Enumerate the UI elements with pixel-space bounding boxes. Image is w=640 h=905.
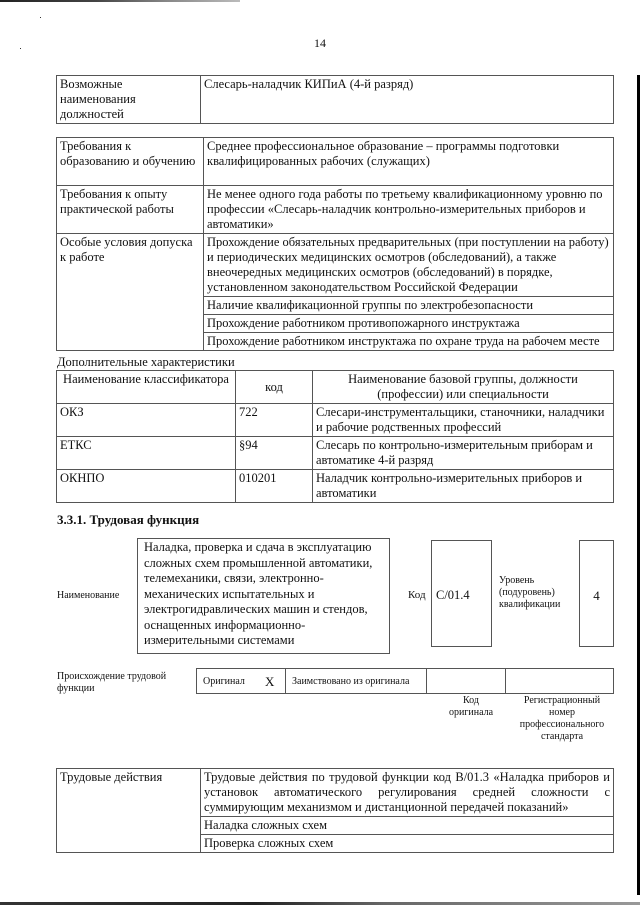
labor-action-item: Наладка сложных схем: [201, 817, 614, 835]
classifier-cell: ОКЗ: [57, 404, 236, 437]
additional-table: [56, 370, 614, 503]
origin-reg-number-value: [506, 669, 614, 694]
labor-actions-label: Трудовые действия: [57, 769, 201, 853]
function-code-value: C/01.4: [431, 540, 492, 647]
requirements-table: [56, 137, 614, 351]
origin-reg-number-caption: Регистрационный номер профессионального стандарта: [519, 695, 605, 742]
special-condition-safety: Прохождение работником инструктажа по охране труда на рабочем месте: [204, 333, 614, 351]
section-title: 3.3.1. Трудовая функция: [57, 512, 200, 527]
special-conditions-label: Особые условия допуска к работе: [57, 234, 204, 351]
code-cell: §94: [236, 437, 313, 470]
header-classifier: Наименование классификатора: [57, 371, 236, 404]
header-code: код: [236, 371, 313, 404]
table-row: [57, 470, 614, 503]
group-name-cell: Слесари-инструментальщики, станочники, наладчики и рабочие родственных профессий: [313, 404, 614, 437]
table-header-row: [57, 371, 614, 404]
labor-action-item: Проверка сложных схем: [201, 835, 614, 853]
origin-code-value: [427, 669, 506, 694]
special-condition-medical: Прохождение обязательных предварительных (при поступлении на работу) и периодических медицинских осмотров (обследований), а также внеочередных медицинских осмотров (обследований) в порядке, установленном законодательством Российской Федерации: [204, 234, 614, 297]
classifier-cell: ЕТКС: [57, 437, 236, 470]
origin-code-caption: Код оригинала: [448, 695, 494, 718]
scan-edge-top: [0, 0, 240, 2]
group-name-cell: Наладчик контрольно-измерительных приборов и автоматики: [313, 470, 614, 503]
experience-value: Не менее одного года работы по третьему квалификационному уровню по профессии «Слесарь-наладчик контрольно-измерительных приборов и автоматики»: [204, 186, 614, 234]
labor-actions-table: [56, 768, 614, 853]
table-row: [57, 76, 614, 124]
origin-borrowed-label: Заимствовано из оригинала: [286, 669, 427, 694]
positions-value: Слесарь-наладчик КИПиА (4-й разряд): [201, 76, 614, 124]
origin-original-mark: X: [259, 669, 286, 694]
classifier-cell: ОКНПО: [57, 470, 236, 503]
additional-title: Дополнительные характеристики: [57, 355, 235, 369]
origin-table: [196, 668, 614, 694]
function-name-label: Наименование: [57, 590, 120, 601]
header-group-name: Наименование базовой группы, должности (профессии) или специальности: [313, 371, 614, 404]
code-cell: 010201: [236, 470, 313, 503]
function-name-value: Наладка, проверка и сдача в эксплуатацию сложных схем промышленной автоматики, телемеханики, связи, электронно-механических испытательных и электрогидравлических машин и стендов, оснащенных информационно-измерительными системами: [137, 538, 390, 654]
table-row: [57, 138, 614, 186]
page-number: 14: [314, 36, 326, 50]
qualification-level-value: 4: [579, 540, 614, 647]
special-condition-electrical: Наличие квалификационной группы по электробезопасности: [204, 297, 614, 315]
table-row: [57, 437, 614, 470]
scan-speck: [40, 17, 41, 18]
table-row: [57, 186, 614, 234]
function-code-label: Код: [408, 589, 426, 601]
special-condition-fire: Прохождение работником противопожарного инструктажа: [204, 315, 614, 333]
origin-original-label: Оригинал: [197, 669, 260, 694]
labor-action-item: Трудовые действия по трудовой функции код B/01.3 «Наладка приборов и установок автоматического регулирования средней сложности с суммирующим механизмом и дистанционной передачей показаний»: [201, 769, 614, 817]
table-row: [57, 769, 614, 817]
table-row: [57, 404, 614, 437]
positions-table: [56, 75, 614, 124]
group-name-cell: Слесарь по контрольно-измерительным приборам и автоматике 4-й разряд: [313, 437, 614, 470]
education-value: Среднее профессиональное образование – программы подготовки квалифицированных рабочих (служащих): [204, 138, 614, 186]
experience-label: Требования к опыту практической работы: [57, 186, 204, 234]
qualification-level-label: Уровень (подуровень) квалификации: [499, 575, 561, 610]
table-row: [57, 234, 614, 297]
code-cell: 722: [236, 404, 313, 437]
origin-label: Происхождение трудовой функции: [57, 671, 167, 694]
education-label: Требования к образованию и обучению: [57, 138, 204, 186]
positions-label: Возможные наименования должностей: [57, 76, 201, 124]
table-row: [197, 669, 614, 694]
